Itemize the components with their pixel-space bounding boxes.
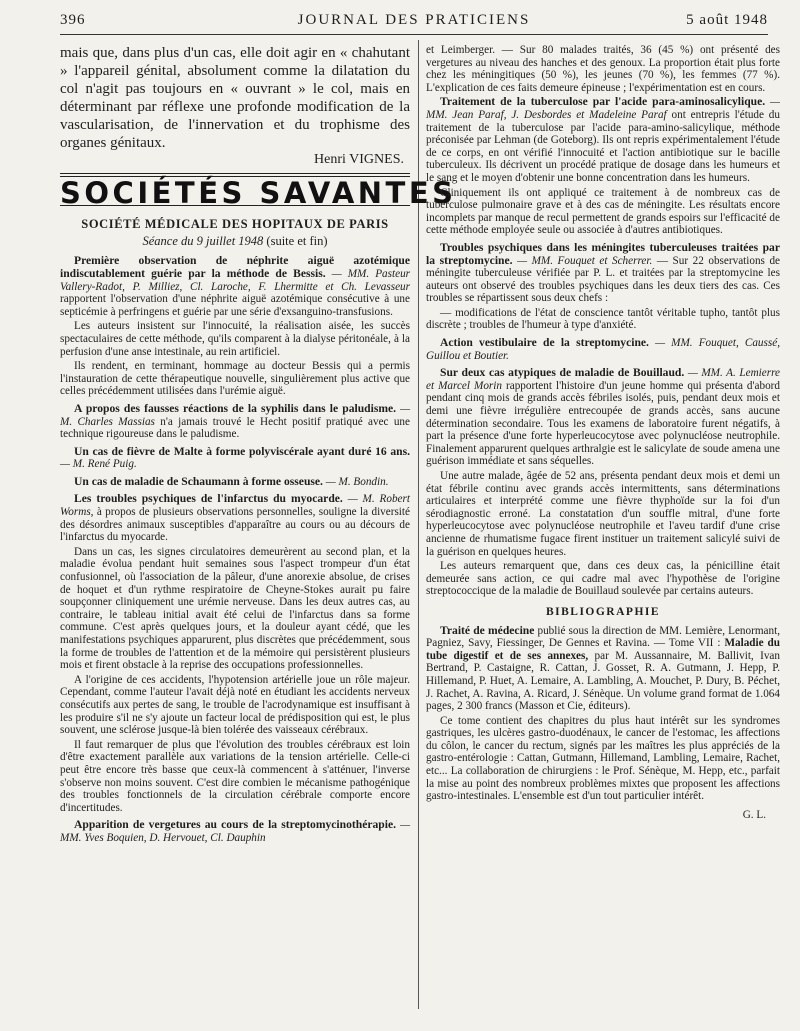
article — [426, 96, 780, 237]
article-title: Apparition de vergetures au cours de la streptomycinothérapie. — [74, 818, 396, 832]
article-authors: — MM. Pasteur Vallery-Radot, P. Milliez, Cl. Laroche, F. Lhermitte et Ch. Levasseur — [60, 267, 411, 293]
article-authors: — MM. Fouquet, Caussé, Guillou et Boutier. — [426, 337, 780, 362]
article-authors: — MM. Yves Boquien, D. Hervouet, Cl. Dauphin — [60, 819, 411, 844]
article-title: Première observation de néphrite aiguë azotémique indiscutablement guérie par la méthode de Bessis. — [60, 254, 410, 280]
article-body: — Sur 22 observations de méningite tuberculeuse vérifiée par P. L. et traitées par la streptomycine les auteurs ont observé des troubles psychiques dans les deux tiers des cas. Ces troubles se répartissent sous deux chefs : — [426, 254, 781, 305]
article-authors: — MM. A. Lemierre et Marcel Morin — [426, 367, 780, 392]
article-authors: — MM. Jean Paraf, J. Desbordes et Madeleine Paraf — [426, 96, 780, 121]
page-number: 396 — [60, 12, 86, 28]
article-title: A propos des fausses réactions de la syphilis dans le paludisme. — [74, 401, 397, 415]
article-lead — [426, 242, 780, 305]
article-paragraph: Il faut remarquer de plus que l'évolution des troubles cérébraux est loin d'être exactement parallèle aux variations de la tension artérielle. Celle-ci peut être encore très basse que ceux-là commencent à s'atténuer, l'inverse s'observe non moins souvent. C'est dire combien le mécanisme pathogénique des troubles fonctionnels de la circulation cérébrale comporte encore d'incertitudes. — [60, 738, 410, 814]
article-lead — [426, 96, 780, 184]
society-name: SOCIÉTÉ MÉDICALE DES HOPITAUX DE PARIS — [81, 217, 389, 232]
seance-line — [60, 235, 410, 248]
article-authors: — M. Robert Worms, — [60, 493, 410, 519]
article-title: Un cas de fièvre de Malte à forme polyviscérale ayant duré 16 ans. — [74, 444, 410, 458]
biblio-title: Traité de médecine — [440, 623, 535, 637]
intro-block — [60, 44, 410, 152]
article-paragraph: — modifications de l'état de conscience tantôt véritable tupho, tantôt plus discrète ; troubles de l'humeur à type d'anxiété. — [426, 306, 780, 332]
article-lead — [60, 403, 410, 441]
biblio-initials: G. L. — [742, 808, 766, 821]
article-title: Les troubles psychiques de l'infarctus du myocarde. — [74, 492, 343, 506]
article — [426, 337, 780, 362]
biblio-text-2: par M. Aussannaire, M. Ballivit, Ivan Bertrand, P. Castaigne, R. Cattan, J. Gosset, R. A. Gutmann, J. Hepp, P. Hillemand, P. Huet, A. Lemaire, A. Lambling, A. Mouchet, P. Dury, B. Péchet, J. Rachet, A. Ravina, A. Ricard, J. Sénèque. Un volume grand format de 1.064 pages, 2 300 francs (Masson et Cie, éditeurs). — [426, 649, 780, 713]
article — [60, 255, 410, 398]
article-lead — [60, 819, 410, 844]
article-lead — [426, 367, 780, 468]
seance-date: Séance du 9 juillet 1948 — [142, 233, 264, 248]
article-paragraph: Les auteurs remarquent que, dans ces deux cas, la pénicilline était demeurée sans action, ce qui cadre mal avec l'hypothèse de l'origine streptococcique de la maladie de Bouillaud soulevée par certains auteurs. — [426, 560, 780, 598]
intro-signature: Henri VIGNES. — [314, 152, 404, 167]
article-paragraph: A l'origine de ces accidents, l'hypotension artérielle joue un rôle majeur. Cependant, comme l'auteur l'avait déjà noté en étudiant les accidents nerveux consécutifs aux pertes de sang, le trouble de l'acrodynamique est insuffisant à les produire s'il ne s'y ajoute un facteur local de prédisposition qui est, le plus souvent, une sclérose jusque-là bien tolérée des vaisseaux cérébraux. — [60, 673, 410, 737]
article-title: Traitement de la tuberculose par l'acide para-aminosalicylique. — [440, 95, 766, 109]
article-paragraph: Une autre malade, âgée de 52 ans, présenta pendant deux mois et demi un état fébrile continu avec grands accès intermittents, sans déterminations articulaires et interprété comme une fièvre thyphoïde sur la foi d'un sérodiagnostic erroné. La constatation d'un souffle mitral, d'une forte hyperleucocytose avec polynucléose neutrophile et l'aveu tardif d'une crise ancienne de rhumatisme fugace firent instituer un traitement salicylé suivi de la guérison en quelques heures. — [426, 470, 780, 558]
bibliography-heading: BIBLIOGRAPHIE — [545, 605, 661, 618]
article-paragraph: Dans un cas, les signes circulatoires demeurèrent au second plan, et la maladie évolua pendant huit semaines sous l'aspect trompeur d'un état confusionnel, où l'association de la pâleur, d'une anorexie absolue, de crises de hoquet et d'un rythme respiratoire de Cheyne-Stokes aurait pu faire soupçonner cliniquement une urémie nerveuse. Dans les deux autres cas, au contraire, le tableau initial avait été celui de l'infarctus dans sa forme commune. C'est après quelques jours, et la douleur ayant cédé, que les manifestations psychiques apparurent, plus discrètes que précédemment, sous la forme de troubles de l'attention et de la mémoire qui persistèrent plusieurs mois et firent obstacle à la reprise des occupations professionnelles. — [60, 545, 410, 672]
article-title: Troubles psychiques dans les méningites tuberculeuses traitées par la streptomycine. — [426, 240, 780, 267]
right-articles — [426, 96, 780, 598]
article-paragraph: Ils rendent, en terminant, hommage au docteur Bessis qui a permis l'instauration de cette thérapeutique nouvelle, singulièrement plus active que celles précédemment utilisées dans l'urémie aiguë. — [60, 360, 410, 398]
right-column — [426, 44, 780, 821]
article — [60, 403, 410, 441]
article — [60, 493, 410, 814]
page-header — [60, 10, 768, 34]
article-authors: — M. René Puig. — [60, 458, 137, 471]
biblio-paragraph: Ce tome contient des chapitres du plus haut intérêt sur les syndromes gastriques, les ulcères gastro-duodénaux, le cancer de l'estomac, les affections du côlon, le cancer du rectum, signés par les maîtres les plus appréciés de la gastro-entérologie : Cattan, Gutmann, Hillemand, Lambling, Lemaire, Rachet, etc... La collaboration de chirurgiens : le Prof. Sénèque, M. Hepp, etc., parfait la mise au point des nombreux problèmes mixtes que proposent les affections gastro-intestinales. L'ensemble est d'un tout particulier intérêt. — [426, 714, 780, 803]
journal-title: JOURNAL DES PRATICIENS — [297, 12, 531, 28]
article-authors: — M. Bondin. — [325, 475, 389, 488]
continuation-text: et Leimberger. — Sur 80 malades traités, 36 (45 %) ont présenté des vergetures au niveau des hanches et des genoux. La proportion était plus forte chez les méningitiques (50 %), les jeunes (70 %), les femmes (77 %). L'explication de ces faits demeure épineuse ; l'expérimentation est en cours. — [426, 44, 780, 94]
bibliography-entry — [426, 625, 780, 822]
biblio-bold: Maladie du tube digestif et de ses annexes, — [426, 637, 780, 662]
article-body: n'a jamais trouvé le Hecht positif pratiqué avec une technique rigoureuse dans le paludisme. — [60, 415, 410, 441]
article-lead — [60, 493, 410, 543]
article-authors: — MM. Fouquet et Scherrer. — [517, 254, 653, 267]
article-body: à propos de plusieurs observations personnelles, souligne la diversité des désordres animaux susceptibles d'apparaître au cours ou au décours de l'infarctus du myocarde. — [60, 506, 410, 544]
article-title: Action vestibulaire de la streptomycine. — [440, 336, 649, 350]
article — [60, 819, 410, 844]
seance-suffix: (suite et fin) — [266, 233, 328, 248]
article-body: rapportent l'histoire d'un jeune homme qui présenta d'abord pendant cinq mois de grands accès fébriles isolés, puis, pendant deux mois et demi une fièvre irrégulière entrecoupée de grands accès, sans aucune détermination secondaire. Tous les examens de laboratoire furent négatifs, à part la présence d'une forte hyperleucocytose avec polynucléose neutrophile. Finalement apparurent quelques arthralgie est le salicylate de soude amena une guérison immédiate et sans séquelles. — [426, 379, 781, 468]
article-authors: — M. Charles Massias — [60, 402, 411, 428]
left-articles — [60, 255, 410, 844]
intro-text: mais que, dans plus d'un cas, elle doit agir en « chahutant » l'appareil génital, absolument comme la dilatation du col n'agit pas toujours en « ouvrant » le col, mais en déterminant par réflexe une profonde modification de la vascularisation, de l'innervation et du trophisme des organes génitaux. — [60, 45, 410, 151]
article-lead — [60, 255, 410, 318]
article-paragraph: Les auteurs insistent sur l'innocuité, la réalisation aisée, les succès spectaculaires de cette méthode, qu'ils comparent à la dialyse péritonéale, à la perfusion d'une anse intestinale, au rein artificiel. — [60, 320, 410, 358]
section-title: SOCIÉTÉS SAVANTES — [60, 175, 457, 210]
article-lead — [60, 476, 410, 489]
article — [60, 476, 410, 489]
article-body: ont entrepris l'étude du traitement de la tuberculose par l'acide para-amino-salicylique, méthode préconisée par Lehman (de Goteborg). Ils ont repris expérimentalement l'étude de ce corps, en ont vérifié l'innocuité et l'action antibiotique sur le bacille tuberculeux. Ils décrivent un procédé pratique de dosage dans les humeurs et le sang et le moyen d'obtenir une bonne concentration dans les humeurs. — [426, 108, 780, 184]
left-column — [60, 44, 457, 850]
article — [426, 242, 780, 332]
biblio-text-1: publié sous la direction de MM. Lemière, Lenormant, Pagniez, Savy, Fiessinger, De Gennes et Ravina. — Tome VII : — [426, 624, 781, 650]
article-paragraph: Cliniquement ils ont appliqué ce traitement à de nombreux cas de tuberculose pulmonaire grave et à des cas de méningite. Les résultats encore incomplets par manque de recul permettent de grands espoirs sur l'efficacité de cette méthode employée seule ou associée à d'autres antibiotiques. — [426, 186, 780, 237]
article-lead — [60, 446, 410, 471]
article-title: Un cas de maladie de Schaumann à forme osseuse. — [74, 474, 323, 488]
article-lead — [426, 337, 780, 362]
article-title: Sur deux cas atypiques de maladie de Bouillaud. — [440, 366, 685, 380]
issue-date: 5 août 1948 — [686, 12, 768, 28]
article — [60, 446, 410, 471]
header-rule — [60, 34, 768, 35]
article-body: rapportent l'observation d'une néphrite aiguë azotémique consécutive à une septicémie à perfringens et guérie par une série d'exsanguino-transfusions. — [60, 293, 410, 318]
article — [426, 367, 780, 598]
